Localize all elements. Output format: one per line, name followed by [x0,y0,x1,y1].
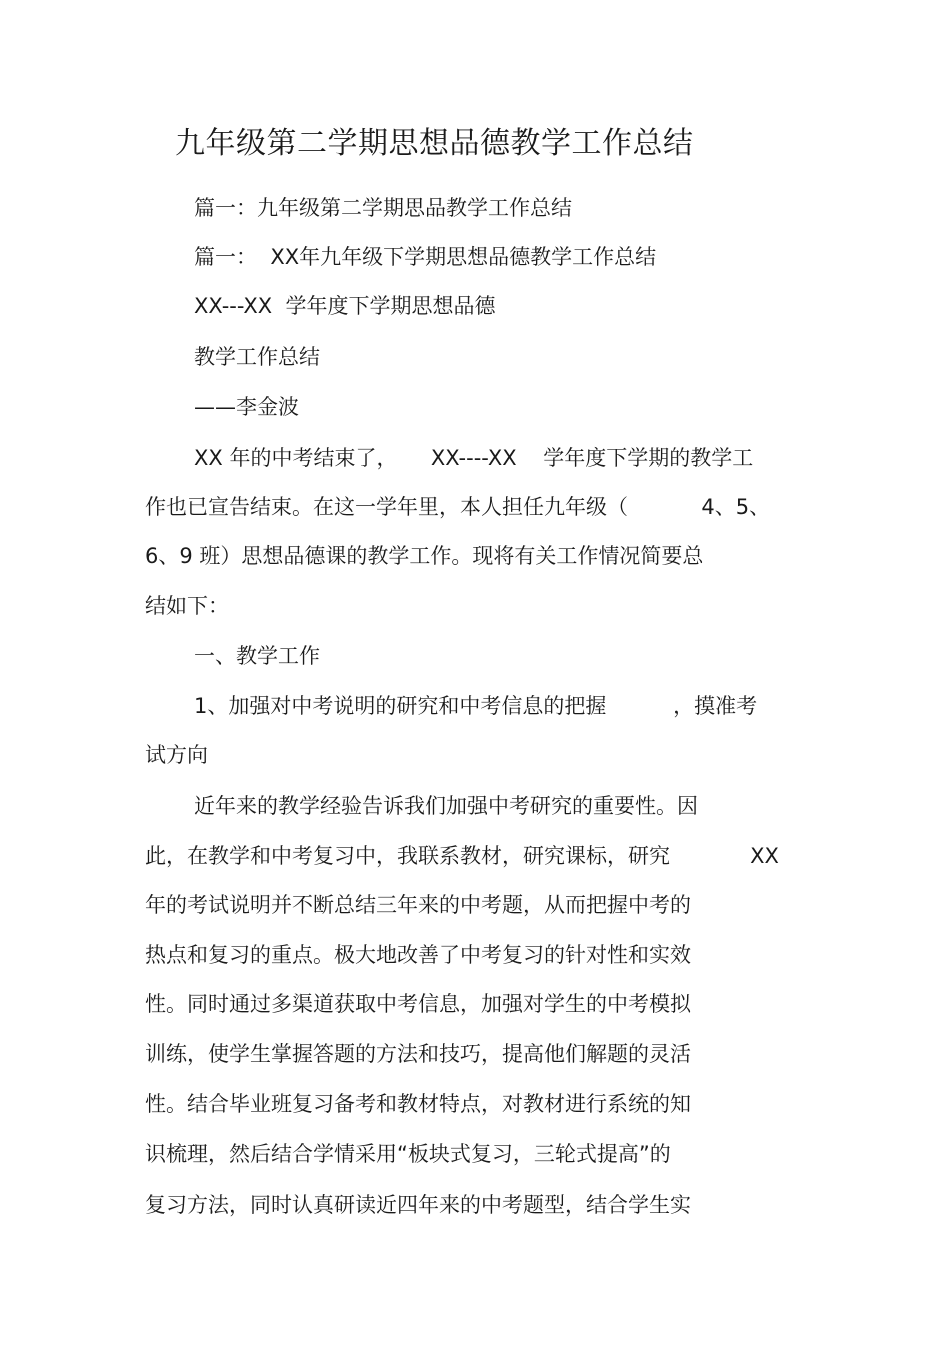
subtitle-line: 篇一：九年级第二学期思品教学工作总结 [194,196,572,220]
paragraph-line: 训练，使学生掌握答题的方法和技巧，提高他们解题的灵活 [145,1042,691,1066]
paragraph-line: 年的考试说明并不断总结三年来的中考题，从而把握中考的 [145,893,691,917]
paragraph-line: 识梳理，然后结合学情采用“板块式复习，三轮式提高”的 [145,1142,671,1166]
subsection-heading: 1、加强对中考说明的研究和中考信息的把握 ，摸准考 [194,694,758,718]
paragraph-line: 此，在教学和中考复习中，我联系教材，研究课标，研究 XX [145,844,779,868]
text-line: 教学工作总结 [194,345,320,369]
paragraph-line: 结如下： [145,594,229,618]
author-line: ——李金波 [194,395,299,419]
paragraph-line: XX 年的中考结束了， XX----XX 学年度下学期的教学工 [194,446,754,470]
paragraph-line: 复习方法，同时认真研读近四年来的中考题型，结合学生实 [145,1193,691,1217]
paragraph-line: 6、9 班）思想品德课的教学工作。现将有关工作情况简要总 [145,544,704,568]
subtitle-line: 篇一： XX年九年级下学期思想品德教学工作总结 [194,245,657,269]
text-line: XX---XX 学年度下学期思想品德 [194,294,496,318]
paragraph-line: 作也已宣告结束。在这一学年里，本人担任九年级（ 4、5、 [145,495,771,519]
paragraph-line: 近年来的教学经验告诉我们加强中考研究的重要性。因 [194,794,698,818]
section-heading: 一、教学工作 [194,644,320,668]
paragraph-line: 热点和复习的重点。极大地改善了中考复习的针对性和实效 [145,943,691,967]
subsection-heading: 试方向 [145,743,208,767]
paragraph-line: 性。结合毕业班复习备考和教材特点，对教材进行系统的知 [145,1092,691,1116]
document-title: 九年级第二学期思想品德教学工作总结 [175,126,694,161]
paragraph-line: 性。同时通过多渠道获取中考信息，加强对学生的中考模拟 [145,992,691,1016]
